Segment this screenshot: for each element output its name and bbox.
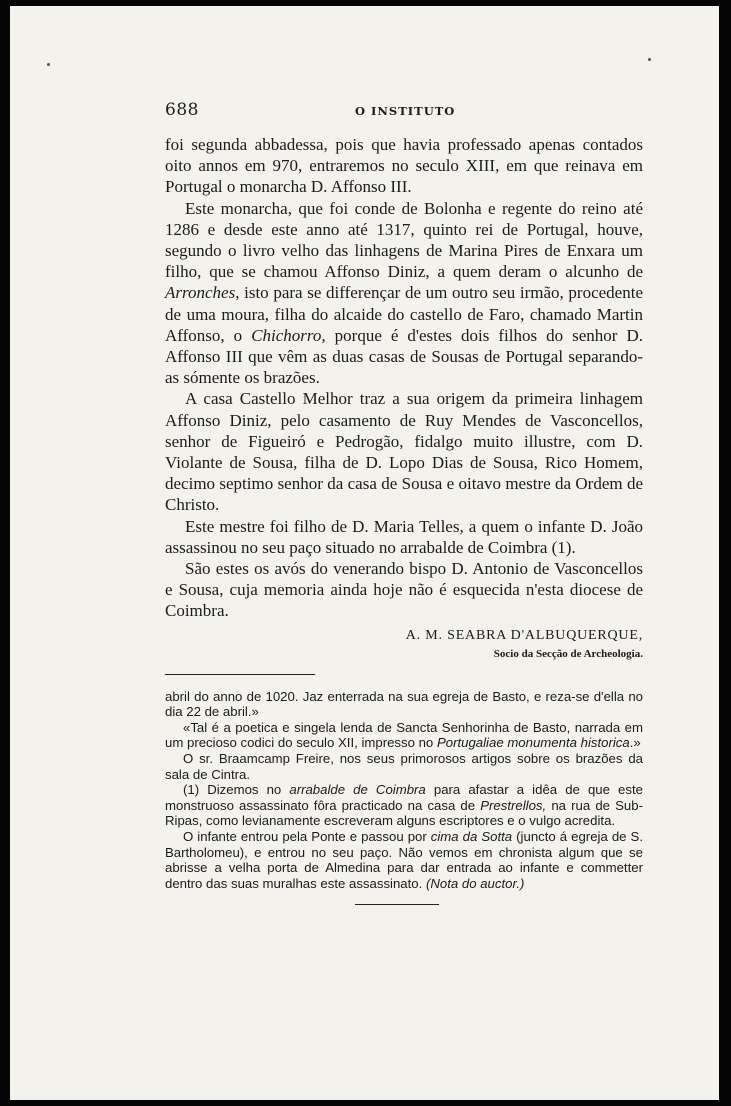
paragraph-3: A casa Castello Melhor traz a sua origem da primeira linhagem Affonso Diniz, pelo casamento de Ruy Mendes de Vasconcellos, senhor de Figueiró e Pedrogão, fidalgo muito illustre, com D. Violante de Sousa, filha de D. Lopo Dias de Sousa, Rico Homem, decimo septimo senhor da casa de Sousa e oitavo mestre da Ordem de Christo. — [165, 389, 643, 515]
footnote-1: (1) Dizemos no arrabalde de Coimbra para afastar a idêa de que este monstruoso assassinato fôra practicado na casa de Prestrellos, na rua de Sub-Ripas, como levianamente escreveram alguns escriptores e o vulgo acredita. — [165, 782, 643, 829]
paragraph-5: São estes os avós do venerando bispo D. Antonio de Vasconcellos e Sousa, cuja memoria ainda hoje não é esquecida n'esta diocese de Coimbra. — [165, 559, 643, 621]
scan-speck — [47, 63, 50, 66]
footnotes — [165, 689, 643, 892]
paragraph-1: foi segunda abbadessa, pois que havia professado apenas contados oito annos em 970, entraremos no seculo XIII, em que reinava em Portugal o monarcha D. Affonso III. — [165, 135, 643, 197]
end-divider — [355, 904, 439, 905]
paragraph-2: Este monarcha, que foi conde de Bolonha e regente do reino até 1286 e desde este anno até 1317, quinto rei de Portugal, houve, segundo o livro velho das linhagens de Marina Pires de Enxara um filho, que se chamou Affonso Diniz, a quem deram o alcunho de Arronches, isto para se differençar de um outro seu irmão, procedente de uma moura, filha do alcaide do castello de Faro, chamado Martin Affonso, o Chichorro, porque é d'estes dois filhos do senhor D. Affonso III que vêm as duas casas de Sousas de Portugal separando-as sómente os brazões. — [165, 198, 643, 388]
footnote-quote: «Tal é a poetica e singela lenda de Sancta Senhorinha de Basto, narrada em um precioso codici do seculo XII, impresso no Portugaliae monumenta historica.» — [165, 719, 643, 751]
footnote-reference: O sr. Braamcamp Freire, nos seus primorosos artigos sobre os brazões da sala de Cintra. — [165, 751, 643, 782]
author-name: A. M. SEABRA D'ALBUQUERQUE, — [405, 627, 643, 643]
running-title: O INSTITUTO — [355, 104, 456, 118]
paragraph-4: Este mestre foi filho de D. Maria Telles, a quem o infante D. João assassinou no seu paço situado no arrabalde de Coimbra (1). — [165, 516, 643, 557]
footnote-continuation: abril do anno de 1020. Jaz enterrada na sua egreja de Basto, e reza-se d'ella no dia 22 de abril.» — [165, 688, 643, 720]
page-header — [165, 100, 643, 128]
main-text — [165, 134, 643, 622]
book-page — [165, 100, 643, 891]
footnote-1-continued: O infante entrou pela Ponte e passou por cima da Sotta (juncto á egreja de S. Bartholomeu), e entrou no seu paço. Não vemos em chronista algum que se abrisse a velha porta de Almedina para dar entrada ao infante e commetter dentro das suas muralhas este assassinato. (Nota do auctor.) — [165, 829, 643, 891]
author-title: Socio da Secção de Archeologia. — [493, 647, 643, 660]
footnote-divider — [165, 674, 315, 675]
page-number: 688 — [165, 100, 199, 120]
scan-speck — [648, 58, 651, 61]
signature — [165, 626, 643, 662]
